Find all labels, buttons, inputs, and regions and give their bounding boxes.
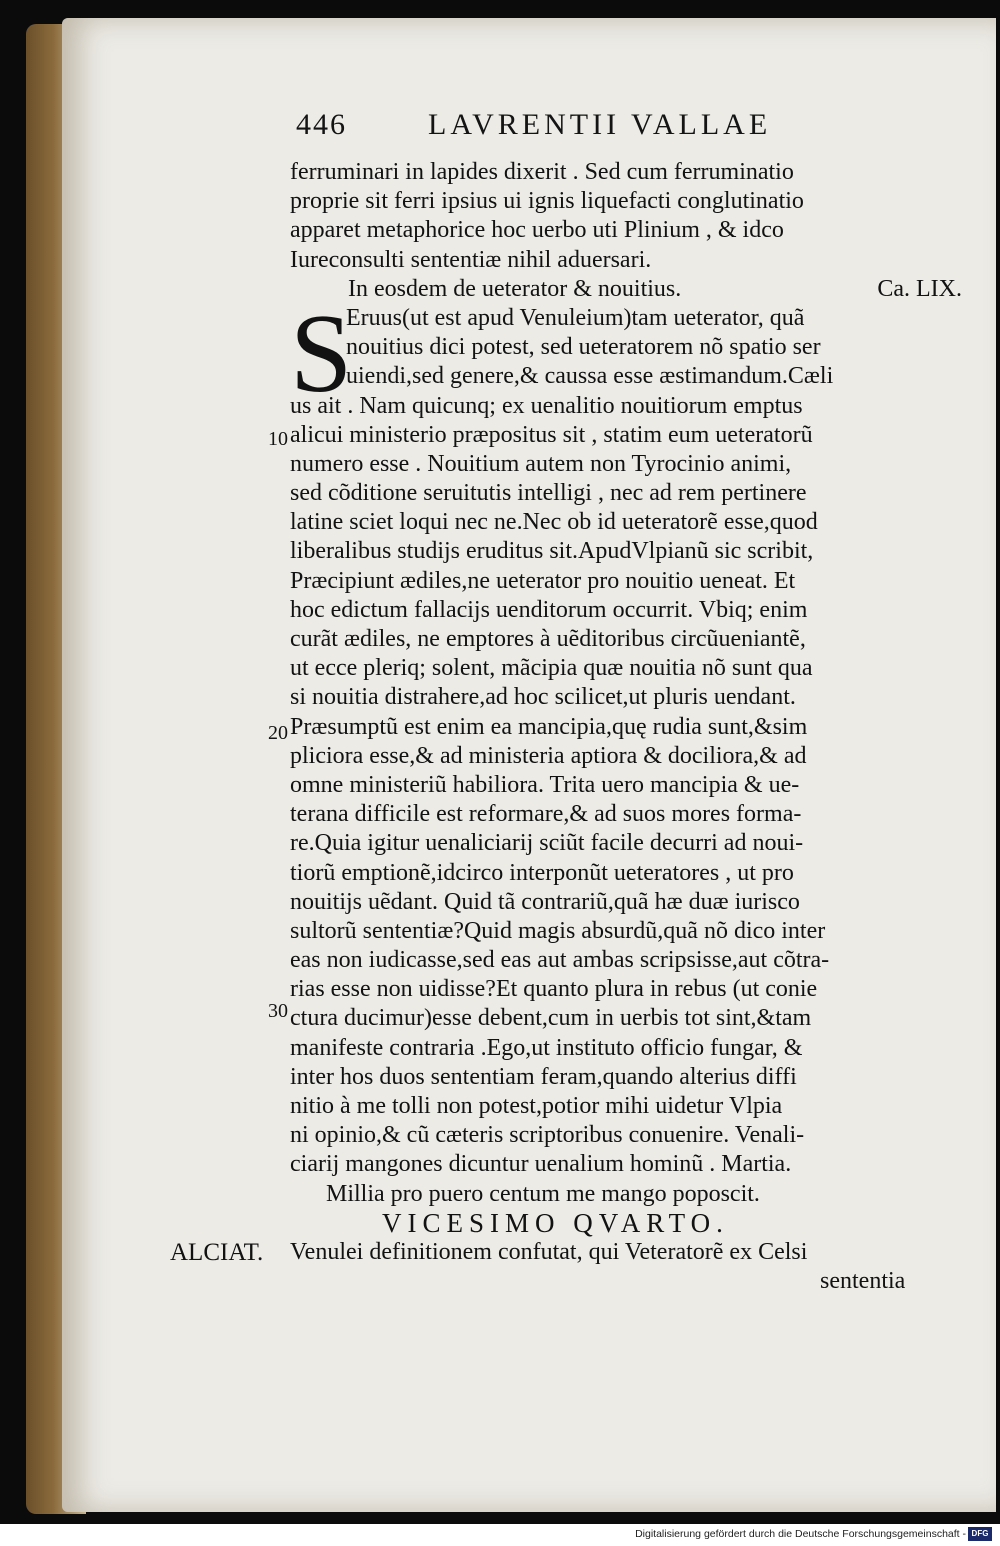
text-line: Præcipiunt ædiles,ne ueterator pro nouitio ueneat. Et: [290, 567, 796, 594]
section-subheading: VICESIMO QVARTO.: [382, 1207, 729, 1238]
text-line: latine sciet loqui nec ne.Nec ob id ueteratorẽ esse,quod: [290, 509, 818, 536]
alciat-note: [170, 1238, 962, 1267]
text-line: ctura ducimur)esse debent,cum in uerbis tot sint,&tam: [290, 1005, 812, 1032]
running-title: LAVRENTII VALLAE: [428, 108, 772, 141]
text-line: sultorũ sententiæ?Quid magis absurdũ,quã nõ dico inter: [290, 917, 826, 944]
text-line: us ait . Nam quicunq; ex uenalitio nouitiorum emptus: [290, 392, 803, 419]
text-line: pliciora esse,& ad ministeria aptiora & dociliora,& ad: [290, 742, 807, 769]
text-line: nitio à me tolli non potest,potior mihi uidetur Vlpia: [290, 1093, 783, 1119]
text-line: proprie sit ferri ipsius ui ignis liquefacti conglutinatio: [290, 188, 804, 215]
chapter-title: In eosdem de ueterator & nouitius.: [348, 275, 682, 302]
drop-capital: S: [290, 291, 353, 416]
digitization-credit: Digitalisierung gefördert durch die Deutsche Forschungsgemeinschaft -: [635, 1528, 966, 1540]
alciat-label: ALCIAT.: [170, 1238, 264, 1266]
text-line: Iureconsulti sententiæ nihil aduersari.: [290, 246, 652, 273]
text-line: manifeste contraria .Ego,ut instituto officio fungar, &: [290, 1034, 803, 1061]
margin-line-number: 10: [268, 428, 288, 450]
text-line: numero esse . Nouitium autem non Tyrocinio animi,: [290, 450, 792, 477]
text-line: inter hos duos sententiam feram,quando alterius diffi: [290, 1063, 797, 1090]
catchword: sententia: [820, 1268, 906, 1295]
text-line: Eruus(ut est apud Venuleium)tam ueterator, quã: [346, 304, 805, 331]
text-line: Præsumptũ est enim ea mancipia,quę rudia sunt,&sim: [290, 713, 808, 740]
text-line: sed cõditione seruitutis intelligi , nec ad rem pertinere: [290, 480, 807, 507]
margin-line-number: 30: [268, 1000, 288, 1022]
text-line: alicui ministerio præpositus sit , statim eum ueteratorũ: [290, 421, 813, 448]
text-line: rias esse non uidisse?Et quanto plura in rebus (ut conie: [290, 976, 818, 1003]
text-line: eas non iudicasse,sed eas aut ambas scripsisse,aut cõtra-: [290, 947, 830, 974]
text-line: ut ecce pleriq; solent, mãcipia quæ nouitia nõ sunt qua: [290, 655, 813, 682]
text-line: apparet metaphorice hoc uerbo uti Plinium , & idco: [290, 217, 784, 244]
text-line: ciarij mangones dicuntur uenalium hominũ . Martia.: [290, 1151, 792, 1178]
text-line: terana difficile est reformare,& ad suos mores forma-: [290, 801, 802, 828]
text-line: omne ministeriũ habiliora. Trita uero mancipia & ue-: [290, 771, 800, 798]
text-line: tiorũ emptionẽ,idcirco interponũt ueteratores , ut pro: [290, 859, 794, 886]
chapter-number: Ca. LIX.: [877, 275, 962, 302]
text-line: ni opinio,& cũ cæteris scriptoribus conuenire. Venali-: [290, 1122, 805, 1149]
text-line: ferruminari in lapides dixerit . Sed cum ferruminatio: [290, 159, 794, 185]
text-line: nouitijs uẽdant. Quid tã contrariũ,quã hæ duæ iurisco: [290, 888, 800, 915]
text-line: curãt ædiles, ne emptores à uẽditoribus circũueniantẽ,: [290, 626, 806, 652]
text-line: nouitius dici potest, sed ueteratorem nõ spatio ser: [346, 334, 821, 361]
verse-quotation: Millia pro puero centum me mango poposcit.: [326, 1180, 760, 1207]
alciat-line: Venulei definitionem confutat, qui Veteratorẽ ex Celsi: [290, 1238, 808, 1265]
dfg-logo: DFG: [968, 1527, 992, 1541]
text-line: liberalibus studijs eruditus sit.ApudVlpianũ sic scribit,: [290, 538, 814, 565]
text-line: uiendi,sed genere,& caussa esse æstimandum.Cæli: [346, 363, 834, 390]
margin-line-number: 20: [268, 722, 288, 744]
chapter-heading: [290, 275, 962, 304]
text-line: si nouitia distrahere,ad hoc scilicet,ut pluris uendant.: [290, 684, 796, 711]
text-line: hoc edictum fallacijs uenditorum occurrit. Vbiq; enim: [290, 596, 808, 623]
folio-number: 446: [296, 108, 347, 141]
text-line: re.Quia igitur uenaliciarij sciũt facile decurri ad noui-: [290, 830, 804, 857]
